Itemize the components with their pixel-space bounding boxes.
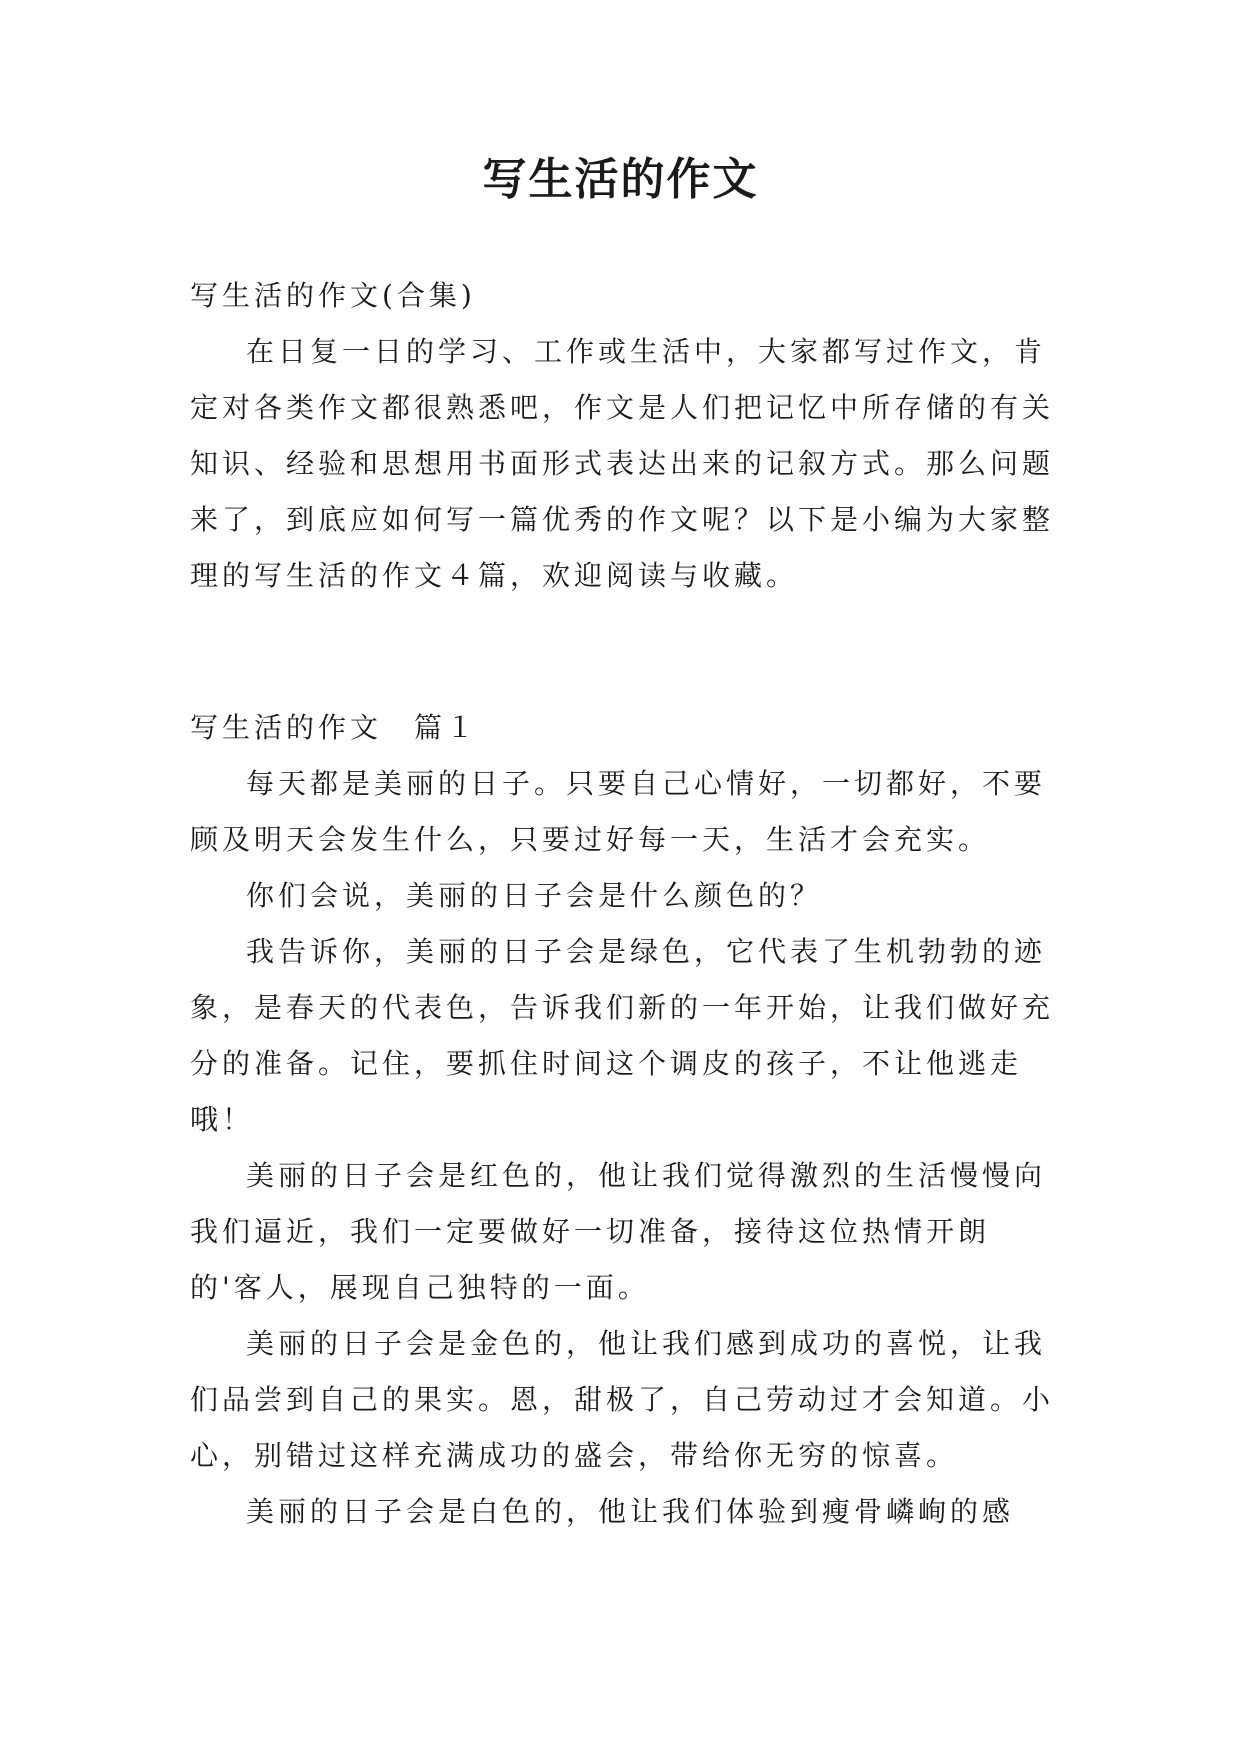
section-spacer [190, 604, 1060, 700]
intro-paragraph: 在日复一日的学习、工作或生活中，大家都写过作文，肯定对各类作文都很熟悉吧，作文是人们把记忆中所存储的有关知识、经验和思想用书面形式表达出来的记叙方式。那么问题来了，到底应如何写一篇优秀的作文呢？以下是小编为大家整理的写生活的作文４篇，欢迎阅读与收藏。 [190, 335, 1055, 592]
document-body [190, 268, 1060, 1540]
body-paragraph: 美丽的日子会是白色的，他让我们体验到瘦骨嶙峋的感 [246, 1495, 1015, 1528]
body-paragraph: 美丽的日子会是红色的，他让我们觉得激烈的生活慢慢向我们逼近，我们一定要做好一切准备，接待这位热情开朗的'客人，展现自己独特的一面。 [190, 1159, 1047, 1304]
body-paragraph: 你们会说，美丽的日子会是什么颜色的？ [246, 879, 823, 912]
section-heading: 写生活的作文 篇１ [190, 711, 479, 744]
document-subtitle: 写生活的作文(合集) [190, 279, 476, 312]
body-paragraph: 美丽的日子会是金色的，他让我们感到成功的喜悦，让我们品尝到自己的果实。恩，甜极了，自己劳动过才会知道。小心，别错过这样充满成功的盛会，带给你无穷的惊喜。 [190, 1327, 1055, 1472]
document-title: 写生活的作文 [482, 154, 759, 205]
body-paragraph: 每天都是美丽的日子。只要自己心情好，一切都好，不要顾及明天会发生什么，只要过好每一天，生活才会充实。 [190, 767, 1047, 856]
body-paragraph: 我告诉你，美丽的日子会是绿色，它代表了生机勃勃的迹象，是春天的代表色，告诉我们新的一年开始，让我们做好充分的准备。记住，要抓住时间这个调皮的孩子，不让他逃走哦！ [190, 935, 1055, 1136]
